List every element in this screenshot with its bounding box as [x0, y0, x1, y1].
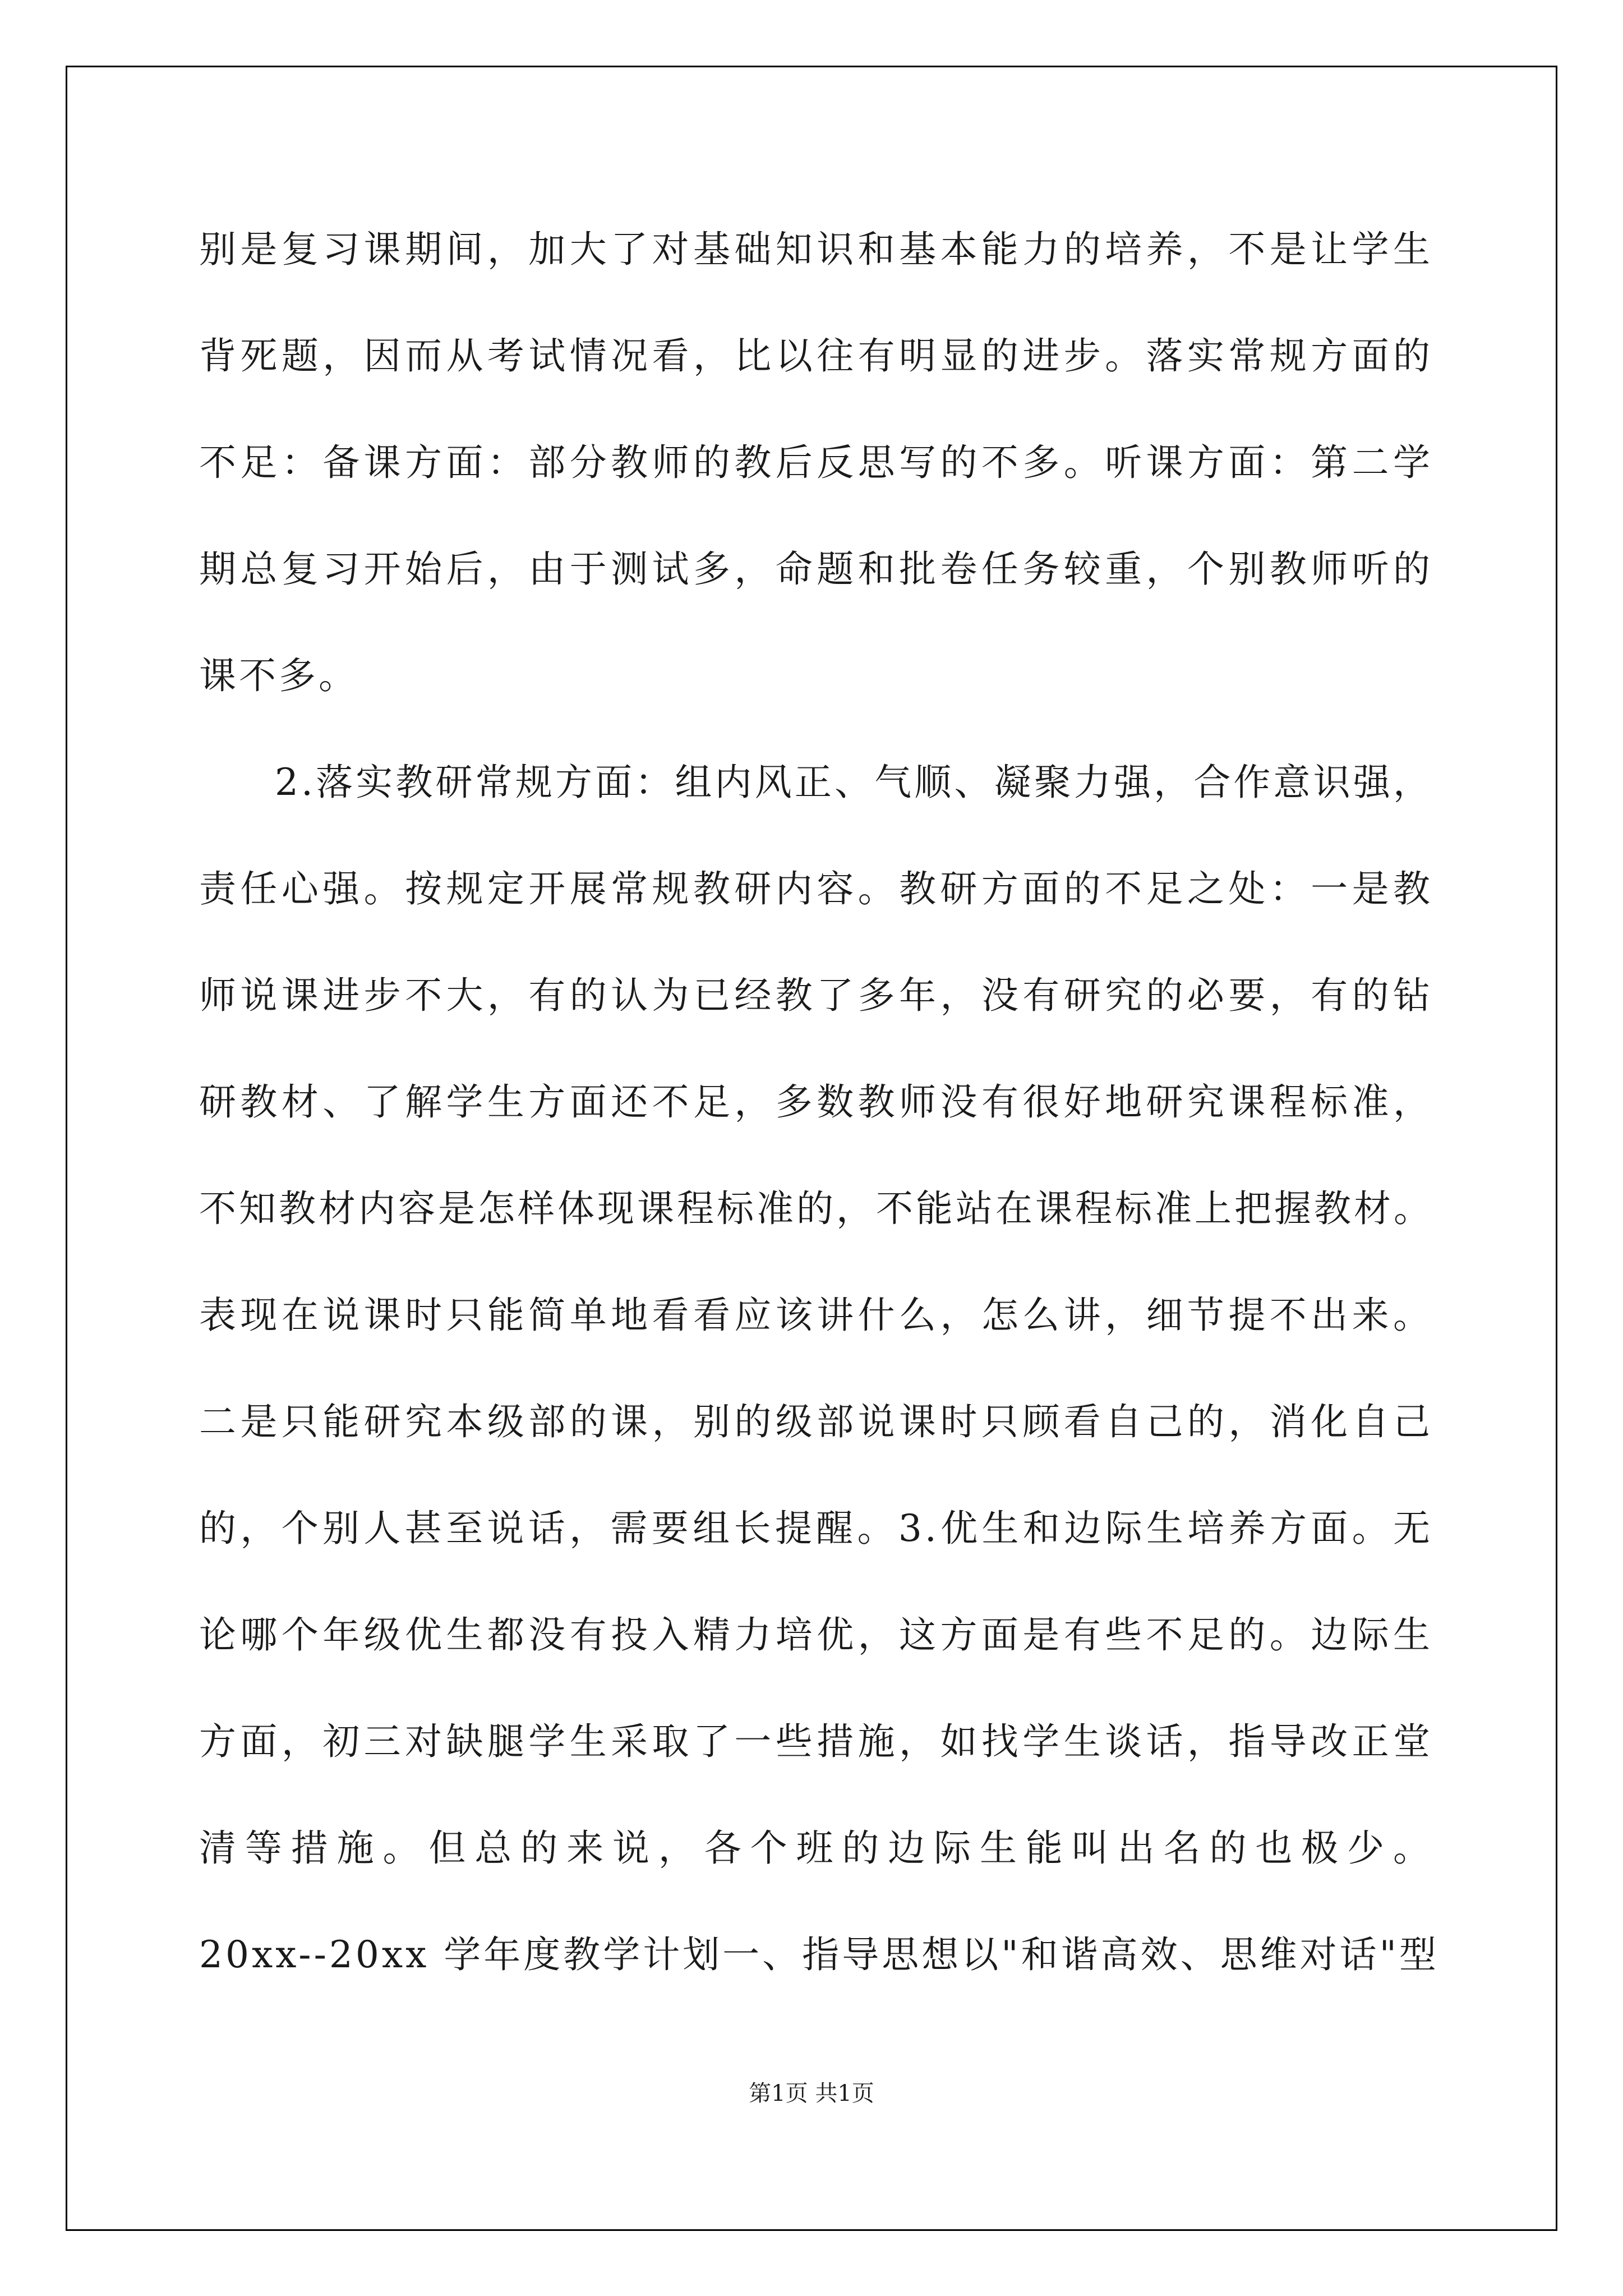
- text-line: 别是复习课期间，加大了对基础知识和基本能力的培养，不是让学生: [199, 228, 1433, 271]
- text-line: 20xx--20xx 学年度教学计划一、指导思想以"和谐高效、思维对话"型: [199, 1933, 1439, 1976]
- text-line: 责任心强。按规定开展常规教研内容。教研方面的不足之处：一是教: [199, 867, 1433, 910]
- text-line: 背死题，因而从考试情况看，比以往有明显的进步。落实常规方面的: [199, 334, 1433, 378]
- text-line: 论哪个年级优生都没有投入精力培优，这方面是有些不足的。边际生: [199, 1613, 1433, 1657]
- text-line: 师说课进步不大，有的认为已经教了多年，没有研究的必要，有的钻: [199, 974, 1433, 1017]
- text-line: 的，个别人甚至说话，需要组长提醒。3.优生和边际生培养方面。无: [199, 1507, 1433, 1550]
- text-line: 不足：备课方面：部分教师的教后反思写的不多。听课方面：第二学: [199, 441, 1433, 484]
- paragraph-start-line: 2.落实教研常规方面：组内风正、气顺、凝聚力强，合作意识强，: [275, 761, 1433, 804]
- page-border: [66, 66, 1557, 2231]
- text-line: 不知教材内容是怎样体现课程标准的，不能站在课程标准上把握教材。: [199, 1187, 1433, 1230]
- text-line: 清等措施。但总的来说，各个班的边际生能叫出名的也极少。: [199, 1826, 1433, 1870]
- text-line: 表现在说课时只能简单地看看应该讲什么，怎么讲，细节提不出来。: [199, 1294, 1433, 1337]
- text-line: 二是只能研究本级部的课，别的级部说课时只顾看自己的，消化自己: [199, 1400, 1433, 1443]
- page-footer: 第1页 共1页: [749, 2081, 874, 2106]
- text-line: 方面，初三对缺腿学生采取了一些措施，如找学生谈话，指导改正堂: [199, 1720, 1433, 1763]
- text-line: 研教材、了解学生方面还不足，多数教师没有很好地研究课程标准，: [199, 1080, 1433, 1124]
- text-line: 课不多。: [199, 654, 358, 697]
- text-line: 期总复习开始后，由于测试多，命题和批卷任务较重，个别教师听的: [199, 547, 1433, 591]
